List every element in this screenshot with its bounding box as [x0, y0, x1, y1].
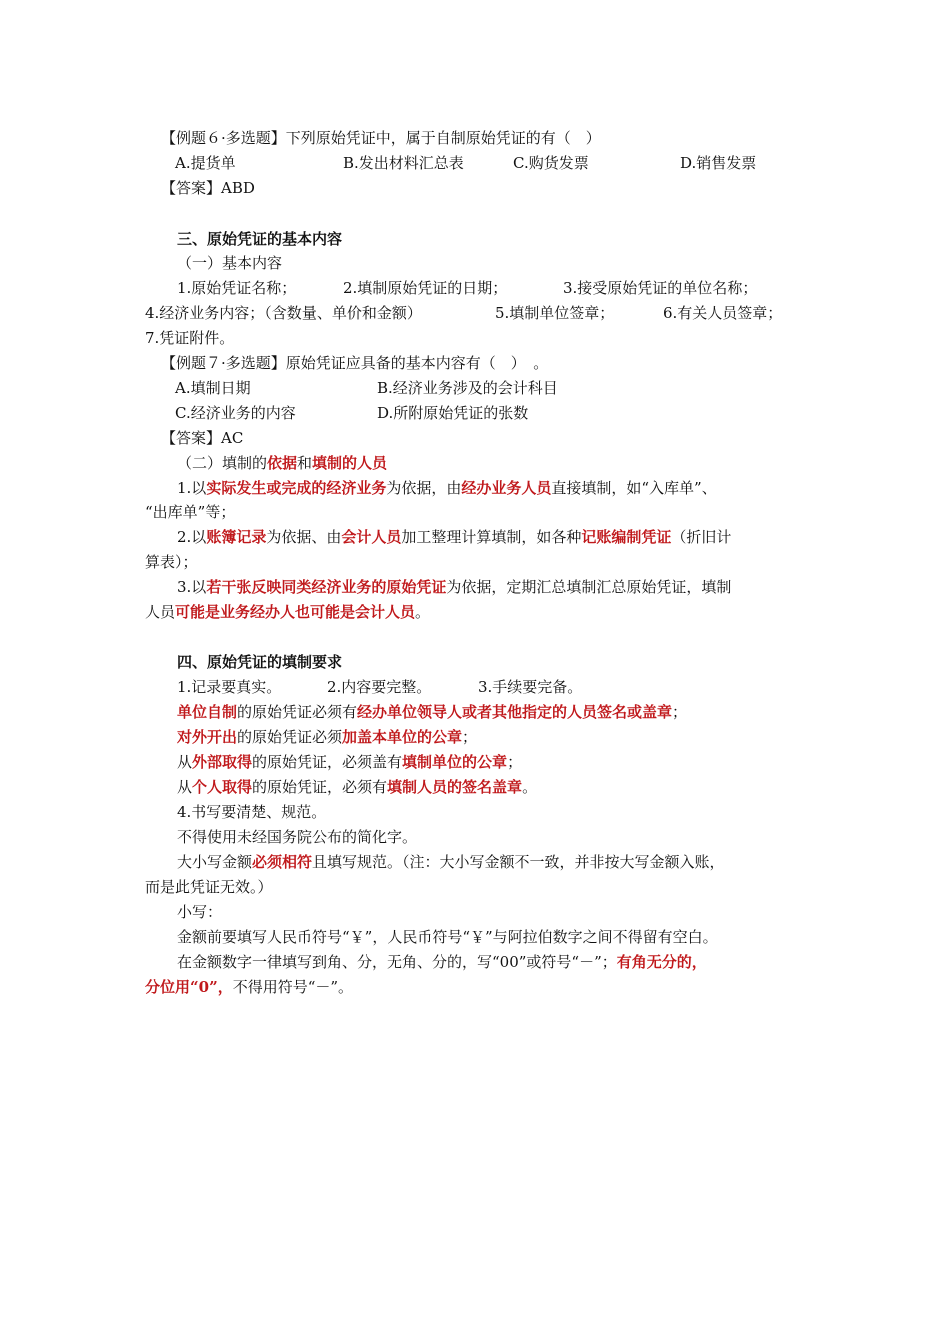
emphasis-text: 经办业务人员	[461, 479, 552, 497]
case-amount-rule	[177, 852, 725, 874]
yen-symbol-rule: 金额前要填写人民币符号“￥”，人民币符号“￥”与阿拉伯数字之间不得留有空白。	[177, 928, 718, 946]
lowercase-label: 小写：	[177, 903, 223, 921]
text: ；	[672, 703, 688, 721]
text: 的原始凭证，必须有	[252, 778, 388, 796]
emphasis-text: 对外开出	[177, 728, 238, 746]
emphasis-text: 个人取得	[192, 778, 253, 796]
text: 人员	[145, 603, 176, 621]
option-d: D.销售发票	[680, 154, 757, 172]
emphasis-text: 会计人员	[341, 528, 402, 546]
requirement-4: 4.书写要清楚、规范。	[177, 803, 327, 821]
example-7-options-row-2	[145, 403, 845, 425]
text: 3.以	[177, 578, 207, 596]
text: 和	[297, 454, 313, 472]
text: 从	[177, 753, 193, 771]
text: 从	[177, 778, 193, 796]
emphasis-text: 账簿记录	[206, 528, 267, 546]
text: ；	[507, 753, 523, 771]
content-item-5: 5.填制单位签章；	[495, 304, 615, 322]
external-issue-rule	[177, 727, 477, 749]
example-6-title: 【例题６·多选题】下列原始凭证中，属于自制原始凭证的有（ ）	[161, 129, 601, 147]
section-4-heading: 四、原始凭证的填制要求	[177, 653, 343, 671]
requirement-2: 2.内容要完整。	[327, 678, 432, 696]
basis-item-2	[177, 527, 731, 549]
text: 直接填制，如“入库单”、	[551, 479, 717, 497]
example-7-answer: 【答案】AC	[161, 429, 244, 447]
text: 大小写金额	[177, 853, 253, 871]
basic-content-line-2	[145, 303, 845, 325]
emphasis-text: 记账编制凭证	[581, 528, 672, 546]
option-a: A.提货单	[175, 154, 236, 172]
example-7-title: 【例题７·多选题】原始凭证应具备的基本内容有（ ） 。	[161, 354, 549, 372]
emphasis-text: 若干张反映同类经济业务的原始凭证	[206, 578, 447, 596]
text: （二）填制的	[177, 454, 268, 472]
basis-item-3-cont	[145, 602, 430, 624]
emphasis-text: 填制单位的公章	[402, 753, 508, 771]
emphasis-text: 可能是业务经办人也可能是会计人员	[175, 603, 416, 621]
content-item-6: 6.有关人员签章；	[663, 304, 783, 322]
requirement-3: 3.手续要完备。	[478, 678, 583, 696]
emphasis-text: 分位用“0”，	[145, 978, 233, 996]
text: ；	[462, 728, 478, 746]
text: 为依据，由	[386, 479, 462, 497]
self-made-rule	[177, 702, 687, 724]
text: 。	[415, 603, 431, 621]
option-c: C.经济业务的内容	[175, 404, 296, 422]
emphasis-text: 依据	[267, 454, 298, 472]
content-item-3: 3.接受原始凭证的单位名称；	[563, 279, 758, 297]
content-item-7: 7.凭证附件。	[145, 329, 235, 347]
example-7-options-row-1	[145, 378, 845, 400]
basis-item-1	[177, 478, 717, 500]
text: 不得用符号“－”。	[232, 978, 354, 996]
option-c: C.购货发票	[513, 154, 589, 172]
requirements-line	[145, 677, 845, 699]
example-6-options	[145, 153, 845, 175]
emphasis-text: 单位自制	[177, 703, 238, 721]
zero-rule-cont	[145, 977, 353, 999]
text: （折旧计	[671, 528, 732, 546]
text: 的原始凭证，必须盖有	[252, 753, 403, 771]
basis-item-2-cont: 算表）；	[145, 553, 198, 571]
individual-obtain-rule	[177, 777, 537, 799]
option-b: B.发出材料汇总表	[343, 154, 464, 172]
emphasis-text: 有角无分的，	[616, 953, 707, 971]
text: 的原始凭证必须有	[237, 703, 358, 721]
example-6-answer: 【答案】ABD	[161, 179, 255, 197]
text: 为依据、由	[266, 528, 342, 546]
emphasis-text: 外部取得	[192, 753, 253, 771]
basis-item-3	[177, 577, 731, 599]
text: 为依据，定期汇总填制汇总原始凭证，填制	[446, 578, 732, 596]
emphasis-text: 填制人员的签名盖章	[387, 778, 523, 796]
no-simplified-chars: 不得使用未经国务院公布的简化字。	[177, 828, 418, 846]
option-d: D.所附原始凭证的张数	[377, 404, 529, 422]
emphasis-text: 填制的人员	[312, 454, 388, 472]
case-amount-rule-cont: 而是此凭证无效。）	[145, 878, 273, 896]
content-item-1: 1.原始凭证名称；	[177, 279, 297, 297]
sub-heading-basic-content: （一）基本内容	[177, 254, 283, 272]
emphasis-text: 必须相符	[252, 853, 313, 871]
zero-rule	[177, 952, 707, 974]
sub-heading-basis-and-people	[177, 453, 387, 475]
option-a: A.填制日期	[175, 379, 251, 397]
content-item-2: 2.填制原始凭证的日期；	[343, 279, 508, 297]
content-item-4: 4.经济业务内容；（含数量、单价和金额）	[145, 304, 422, 322]
text: 1.以	[177, 479, 207, 497]
text: 且填写规范。（注：大小写金额不一致，并非按大写金额入账，	[312, 853, 725, 871]
text: 加工整理计算填制，如各种	[401, 528, 582, 546]
basis-item-1-cont: “出库单”等；	[145, 503, 236, 521]
text: 的原始凭证必须	[237, 728, 343, 746]
requirement-1: 1.记录要真实。	[177, 678, 282, 696]
option-b: B.经济业务涉及的会计科目	[377, 379, 558, 397]
emphasis-text: 经办单位领导人或者其他指定的人员签名或盖章	[357, 703, 673, 721]
section-3-heading: 三、原始凭证的基本内容	[177, 230, 343, 248]
emphasis-text: 实际发生或完成的经济业务	[206, 479, 387, 497]
text: 2.以	[177, 528, 207, 546]
text: 。	[522, 778, 538, 796]
basic-content-line-1	[145, 278, 845, 300]
text: 在金额数字一律填写到角、分，无角、分的，写“00”或符号“－”；	[177, 953, 617, 971]
emphasis-text: 加盖本单位的公章	[342, 728, 463, 746]
external-obtain-rule	[177, 752, 522, 774]
